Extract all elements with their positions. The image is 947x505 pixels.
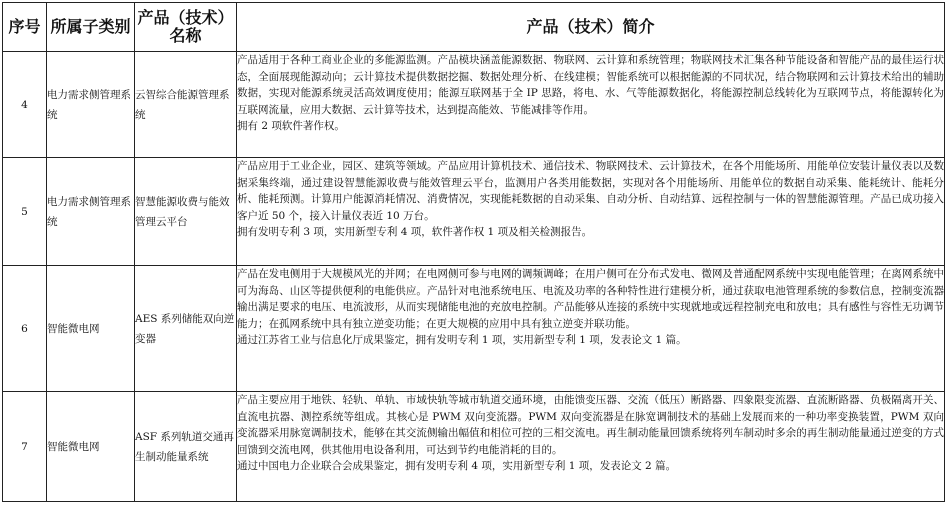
row-category: 智能微电网 <box>47 392 135 502</box>
table-row <box>3 52 945 158</box>
row-description <box>237 158 945 266</box>
table-row <box>3 266 945 392</box>
product-table <box>2 2 945 502</box>
description-paragraph: 拥有 2 项软件著作权。 <box>237 120 345 133</box>
row-product-name: ASF 系列轨道交通再生制动能量系统 <box>135 392 237 502</box>
description-paragraph: 通过江苏省工业与信息化厅成果鉴定，拥有发明专利 1 项，实用新型专利 1 项，发表论文 1 篇。 <box>237 334 687 347</box>
row-description <box>237 52 945 158</box>
row-product-name: 智慧能源收费与能效管理云平台 <box>135 158 237 266</box>
row-category: 智能微电网 <box>47 266 135 392</box>
table-row <box>3 158 945 266</box>
header-row <box>3 3 945 52</box>
row-category: 电力需求侧管理系统 <box>47 52 135 158</box>
row-product-name: 云智综合能源管理系统 <box>135 52 237 158</box>
header-intro: 产品（技术）简介 <box>237 3 945 52</box>
row-category: 电力需求侧管理系统 <box>47 158 135 266</box>
description-paragraph: 产品应用于工业企业，园区、建筑等领域。产品应用计算机技术、通信技术、物联网技术、云计算技术，在各个用能场所、用能单位安装计量仪表以及数据采集终端，通过建设智慧能源收费与能效管理云平台，监测用户各类用能数据，实现对各个用能场所、用能单位的数据自动采集、能耗统计、能耗分析、能耗预测。计算用户能源消耗情况、消费情况，实现能耗数据的自动采集、自动分析、自动结算、远程控制与一体的智慧能源管理。产品已成功接入客户近 50 个，接入计量仪表近 10 万台。 <box>237 160 944 222</box>
row-description <box>237 392 945 502</box>
header-name: 产品（技术）名称 <box>135 3 237 52</box>
row-product-name: AES 系列储能双向逆变器 <box>135 266 237 392</box>
row-index: 5 <box>3 158 47 266</box>
description-paragraph: 产品主要应用于地铁、轻轨、单轨、市域快轨等城市轨道交通环境，由能馈变压器、交流（低压）断路器、四象限变流器、直流断路器、负极隔离开关、直流电抗器、测控系统等组成。其核心是 PWM 双向变流器。PWM 双向变流器是在脉宽调制技术的基础上发展而来的一种功率变换装置，PWM 双向变流器采用脉宽调制技术，能够在其交流侧输出幅值和相位可控的三相交流电。再生制动能量回馈系统将列车制动时多余的再生制动能量通过逆变的方式回馈到交流电网，供其他用电设备利用，可达到节约电能消耗的目的。 <box>237 394 944 456</box>
description-paragraph: 拥有发明专利 3 项，实用新型专利 4 项，软件著作权 1 项及相关检测报告。 <box>237 226 593 239</box>
description-paragraph: 产品在发电侧用于大规模风光的并网；在电网侧可参与电网的调频调峰；在用户侧可在分布式发电、微网及普通配网系统中实现电能管理；在离网系统中可为海岛、山区等提供便利的电能供应。产品针对电池系统电压、电流及功率的各种特性进行建模分析，通过获取电池管理系统的参数信息，控制变流器输出满足要求的电压、电流波形，从而实现储能电池的充放电控制。产品能够从连接的系统中实现就地或远程控制充电和放电；具有感性与容性无功调节能力；在孤网系统中具有独立逆变功能；在更大规模的应用中具有独立逆变并联功能。 <box>237 268 944 330</box>
row-description <box>237 266 945 392</box>
description-paragraph: 通过中国电力企业联合会成果鉴定，拥有发明专利 4 项，实用新型专利 1 项，发表论文 2 篇。 <box>237 460 677 473</box>
row-index: 4 <box>3 52 47 158</box>
header-category: 所属子类别 <box>47 3 135 52</box>
table-row <box>3 392 945 502</box>
row-index: 7 <box>3 392 47 502</box>
row-index: 6 <box>3 266 47 392</box>
header-index: 序号 <box>3 3 47 52</box>
description-paragraph: 产品适用于各种工商业企业的多能源监测。产品模块涵盖能源数据、物联网、云计算和系统管理；物联网技术汇集各种节能设备和智能产品的最佳运行状态，全面展现能源动向；云计算技术提供数据挖掘、数据处理分析、在线建模；智能系统可以根据能源的不同状况，结合物联网和云计算技术给出的辅助数据，实现对能源系统灵活高效调度使用；能源互联网基于全 IP 思路，将电、水、气等能源数据化，将能源控制总线转化为互联网节点，将能源转化为互联网流量，应用大数据、云计算等技术，达到提高能效、节能减排等作用。 <box>237 54 944 116</box>
